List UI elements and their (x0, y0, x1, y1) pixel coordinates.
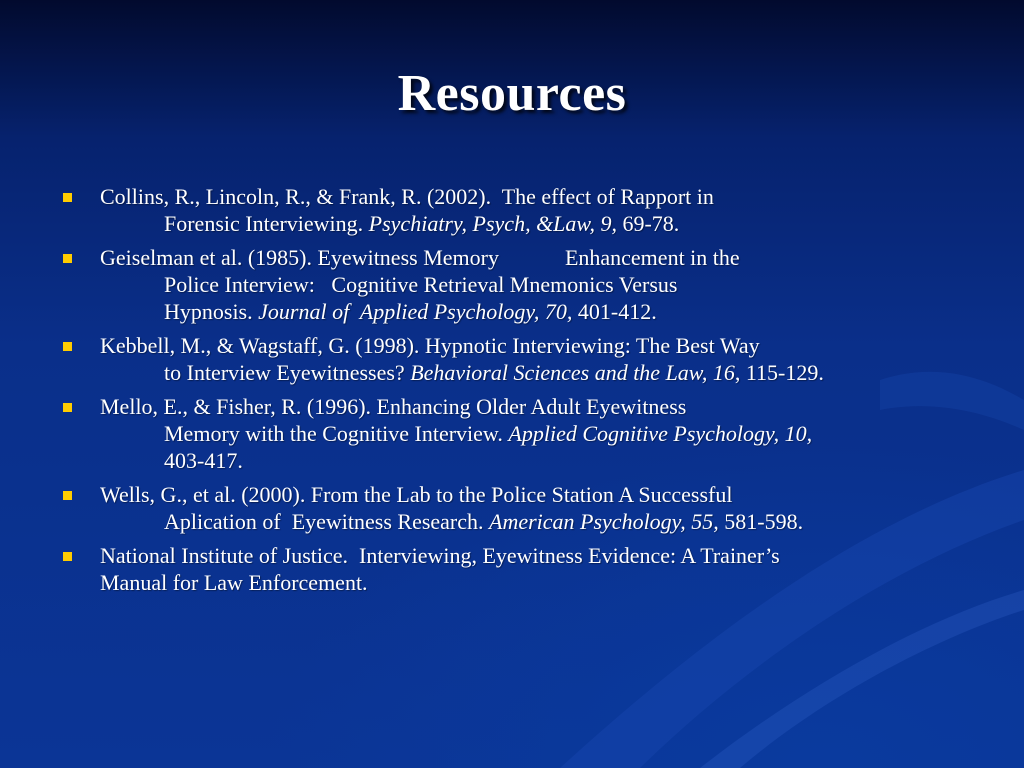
reference-line (100, 183, 990, 210)
reference-text: , 115-129. (734, 360, 824, 385)
reference-line (100, 271, 990, 298)
reference-item (60, 183, 990, 237)
reference-line (100, 420, 990, 447)
square-bullet-icon (63, 403, 72, 412)
reference-line (100, 569, 990, 596)
reference-item (60, 244, 990, 325)
square-bullet-icon (63, 342, 72, 351)
reference-item (60, 542, 990, 596)
reference-text: 581-598. (718, 509, 804, 534)
slide-title: Resources (397, 65, 627, 122)
reference-text: Hypnosis. (164, 299, 259, 324)
reference-text: Geiselman et al. (1985). Eyewitness Memory Enhancement in the (100, 245, 740, 270)
reference-line (100, 508, 990, 535)
reference-item (60, 481, 990, 535)
reference-line (100, 542, 990, 569)
square-bullet-icon (63, 254, 72, 263)
square-bullet-icon (63, 491, 72, 500)
reference-source-text: Applied Cognitive Psychology, 10, (508, 421, 813, 446)
reference-source-text: Journal of Applied Psychology, 70, (258, 299, 573, 324)
reference-text: Wells, G., et al. (2000). From the Lab to the Police Station A Successful (100, 482, 733, 507)
reference-text: National Institute of Justice. Interviewing, Eyewitness Evidence: A Trainer’s (100, 543, 780, 568)
reference-text: Police Interview: Cognitive Retrieval Mnemonics Versus (164, 272, 678, 297)
reference-text: Aplication of Eyewitness Research. (164, 509, 490, 534)
reference-line (100, 393, 990, 420)
reference-item (60, 332, 990, 386)
reference-text: Memory with the Cognitive Interview. (164, 421, 509, 446)
square-bullet-icon (63, 193, 72, 202)
square-bullet-icon (63, 552, 72, 561)
reference-text: 401-412. (572, 299, 657, 324)
reference-text: to Interview Eyewitnesses? (164, 360, 411, 385)
reference-line (100, 244, 990, 271)
reference-text: 69-78. (616, 211, 680, 236)
reference-source-text: Psychiatry, Psych, &Law, 9, (368, 211, 617, 236)
reference-text: 403-417. (164, 448, 243, 473)
reference-list (60, 183, 990, 603)
reference-text: Mello, E., & Fisher, R. (1996). Enhancing Older Adult Eyewitness (100, 394, 687, 419)
reference-line (100, 481, 990, 508)
reference-line (100, 447, 990, 474)
reference-line (100, 210, 990, 237)
reference-source-text: Behavioral Sciences and the Law, 16 (410, 360, 735, 385)
reference-item (60, 393, 990, 474)
reference-line (100, 332, 990, 359)
reference-text: Forensic Interviewing. (164, 211, 369, 236)
reference-line (100, 359, 990, 386)
reference-line (100, 298, 990, 325)
reference-text: Collins, R., Lincoln, R., & Frank, R. (2002). The effect of Rapport in (100, 184, 714, 209)
reference-text: Manual for Law Enforcement. (100, 570, 368, 595)
reference-text: Kebbell, M., & Wagstaff, G. (1998). Hypnotic Interviewing: The Best Way (100, 333, 760, 358)
reference-source-text: American Psychology, 55, (489, 509, 719, 534)
